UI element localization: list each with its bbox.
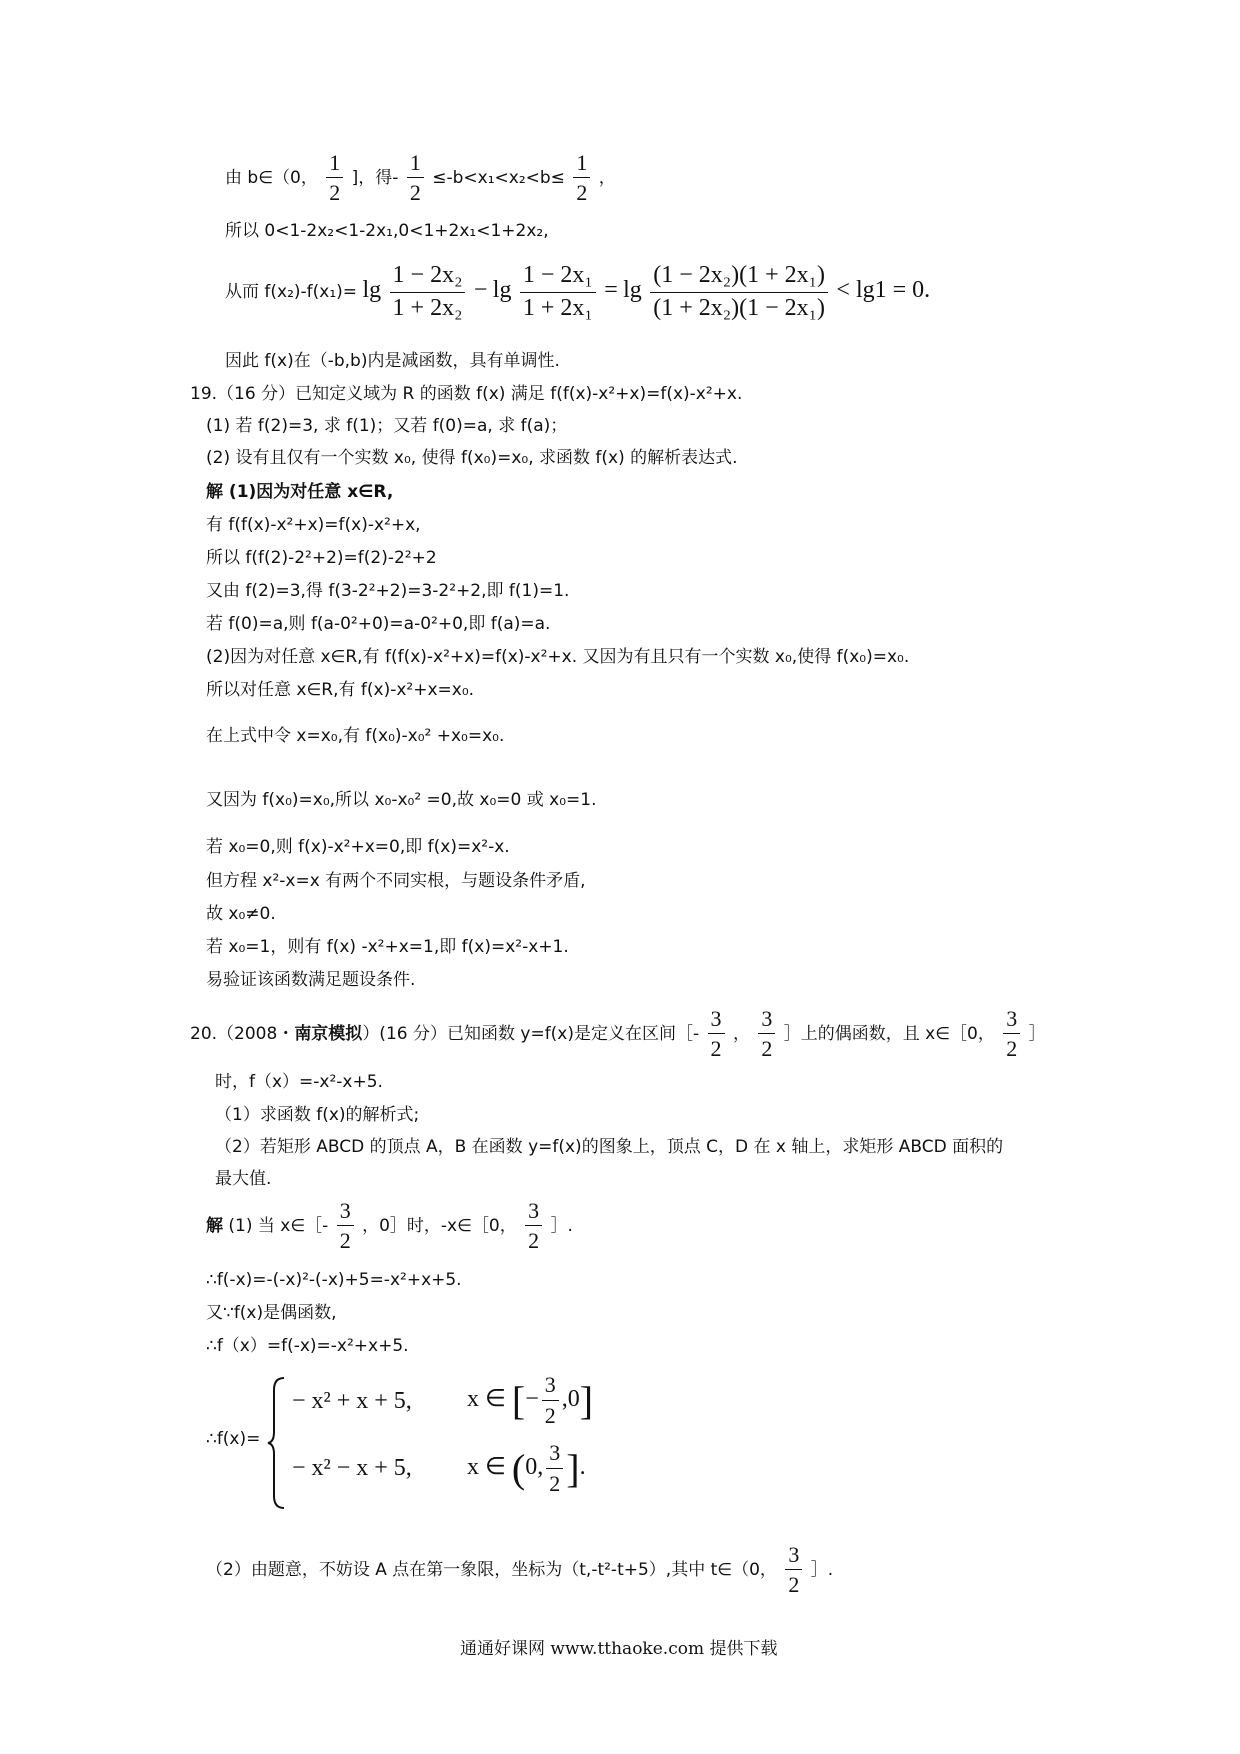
piece-row-2-domain [467,1440,586,1497]
piece-row-2-expr: − x² − x + 5, [292,1455,412,1481]
numerator: 3 [758,1006,775,1034]
solution-label: 解 [206,1215,223,1236]
page-footer: 通通好课网 www.tthaoke.com 提供下载 [460,1639,778,1659]
numerator: 1 − 2x₁ [520,262,596,293]
fraction-1 [390,262,466,322]
solution-19-line-7: 所以对任意 x∈R,有 f(x)-x²+x=x₀. [206,680,475,700]
numerator: 3 [1003,1006,1020,1034]
solution-20-line-1 [206,1198,573,1254]
problem-20-part2-cont: 最大值. [215,1169,272,1189]
numerator: 1 [407,150,424,178]
numerator: 3 [785,1542,802,1570]
source-label: 南京模拟 [294,1023,363,1044]
solution-19-line-2: 有 f(f(x)-x²+x)=f(x)-x²+x, [206,515,421,535]
text: ］ [1028,1023,1046,1044]
solution-19-line-14: 易验证该函数满足题设条件. [206,970,416,990]
lg-symbol: lg [623,277,642,304]
text: x ∈ [467,1386,506,1413]
numerator: (1 − 2x₂)(1 + 2x₁) [650,262,828,293]
right-bracket: ] [566,1446,580,1491]
numerator: 1 − 2x₂ [390,262,466,293]
solution-20-line-2: ∴f(-x)=-(-x)²-(-x)+5=-x²+x+5. [206,1270,462,1290]
text: 由 b∈（0， [225,167,318,188]
piece-row-1-domain [467,1372,593,1429]
text: x ∈ [467,1454,506,1481]
denominator: 2 [329,180,341,206]
fraction-three-half [525,1198,542,1254]
solution-19-line-8: 在上式中令 x=x₀,有 f(x₀)-x₀² +x₀=x₀. [206,726,505,746]
solution-20-part2 [206,1542,833,1598]
denominator: 2 [761,1036,773,1062]
problem-19-title: 19.（16 分）已知定义域为 R 的函数 f(x) 满足 f(f(x)-x²+x)=f(x)-x²+x. [190,384,743,404]
text: ］. [810,1559,834,1580]
minus-sign: − [525,1386,539,1413]
problem-20-part1: （1）求函数 f(x)的解析式; [215,1105,420,1125]
fraction-half [573,150,590,206]
left-brace [266,1376,288,1510]
text: 从而 f(x₂)-f(x₁)= [225,282,358,303]
line-difference-formula [225,262,930,322]
text: 20.（2008・ [190,1023,295,1044]
line-b-range [225,150,616,206]
denominator: 2 [409,180,421,206]
denominator: (1 + 2x₂)(1 − 2x₁) [653,294,825,321]
text: ，0］时，-x∈［0， [362,1215,517,1236]
formula-tail: < lg1 = 0. [836,277,931,304]
text: ）(16 分）已知函数 y=f(x)是定义在区间［- [362,1023,700,1044]
fraction-3 [650,262,828,322]
fraction-three-half [785,1542,802,1598]
numerator: 3 [546,1440,563,1469]
fraction-three-half [708,1006,725,1062]
fraction-three-half [1003,1006,1020,1062]
problem-20-title [190,1006,1046,1062]
denominator: 2 [339,1228,351,1254]
problem-19-part1: (1) 若 f(2)=3, 求 f(1)；又若 f(0)=a, 求 f(a)； [206,416,568,436]
denominator: 2 [710,1036,722,1062]
text: ， [598,167,616,188]
fraction-three-half [546,1440,563,1497]
text: . [579,1454,586,1481]
line-conclusion: 因此 f(x)在（-b,b)内是减函数，具有单调性. [225,351,560,371]
solution-19-line-13: 若 x₀=1，则有 f(x) -x²+x=1,即 f(x)=x²-x+1. [206,937,569,957]
solution-19-line-1: 解 (1)因为对任意 x∈R, [206,482,394,502]
denominator: 2 [549,1471,561,1496]
numerator: 3 [708,1006,725,1034]
problem-20-part2: （2）若矩形 ABCD 的顶点 A，B 在函数 y=f(x)的图象上，顶点 C，D 在 x 轴上，求矩形 ABCD 面积的 [215,1137,1004,1157]
fraction-half [326,150,343,206]
text: ≤-b<x₁<x₂<b≤ [432,167,565,188]
numerator: 3 [337,1198,354,1226]
piecewise-label: ∴f(x)= [206,1429,261,1449]
denominator: 1 + 2x₁ [522,294,593,321]
denominator: 2 [544,1403,556,1428]
text: ,0 [561,1386,580,1413]
problem-19-part2: (2) 设有且仅有一个实数 x₀, 使得 f(x₀)=x₀, 求函数 f(x) 的解析表达式. [206,448,738,468]
solution-20-line-4: ∴f（x）=f(-x)=-x²+x+5. [206,1336,409,1356]
numerator: 3 [542,1372,559,1401]
lg-symbol: lg [492,277,512,304]
minus-sign: − [473,277,488,304]
solution-19-line-3: 所以 f(f(2)-2²+2)=f(2)-2²+2 [206,548,437,568]
solution-19-line-9: 又因为 f(x₀)=x₀,所以 x₀-x₀² =0,故 x₀=0 或 x₀=1. [206,790,597,810]
solution-19-line-6: (2)因为对任意 x∈R,有 f(f(x)-x²+x)=f(x)-x²+x. 又因为有且只有一个实数 x₀,使得 f(x₀)=x₀. [206,647,910,667]
solution-20-line-3: 又∵f(x)是偶函数, [206,1303,337,1323]
solution-19-line-4: 又由 f(2)=3,得 f(3-2²+2)=3-2²+2,即 f(1)=1. [206,581,570,601]
numerator: 1 [326,150,343,178]
line-inequality: 所以 0<1-2x₂<1-2x₁,0<1+2x₁<1+2x₂, [225,221,549,241]
denominator: 2 [528,1228,540,1254]
right-bracket: ] [579,1378,594,1423]
text: (1) 当 x∈［- [223,1215,329,1236]
piece-row-1-expr: − x² + x + 5, [292,1388,412,1414]
denominator: 2 [1006,1036,1018,1062]
text: （2）由题意，不妨设 A 点在第一象限，坐标为（t,-t²-t+5）,其中 t∈（0， [206,1559,777,1580]
fraction-three-half [337,1198,354,1254]
lg-symbol: lg [362,277,382,304]
text: ］. [550,1215,573,1236]
solution-19-line-10: 若 x₀=0,则 f(x)-x²+x=0,即 f(x)=x²-x. [206,837,510,857]
numerator: 3 [525,1198,542,1226]
text: 0, [525,1454,544,1481]
fraction-three-half [758,1006,775,1062]
numerator: 1 [573,150,590,178]
denominator: 1 + 2x₂ [392,294,463,321]
denominator: 2 [576,180,588,206]
left-bracket: [ [511,1378,526,1423]
equals-sign: = [604,277,618,304]
text: ]，得- [351,167,399,188]
left-paren: ( [511,1446,526,1491]
fraction-2 [520,262,596,322]
problem-20-line-2: 时，f（x）=-x²-x+5. [215,1072,383,1092]
solution-19-line-12: 故 x₀≠0. [206,904,276,924]
denominator: 2 [788,1572,800,1598]
solution-19-line-5: 若 f(0)=a,则 f(a-0²+0)=a-0²+0,即 f(a)=a. [206,614,551,634]
fraction-three-half [542,1372,559,1429]
fraction-half [407,150,424,206]
text: ， [732,1023,750,1044]
text: ］上的偶函数，且 x∈［0， [783,1023,995,1044]
solution-19-line-11: 但方程 x²-x=x 有两个不同实根，与题设条件矛盾, [206,871,586,891]
